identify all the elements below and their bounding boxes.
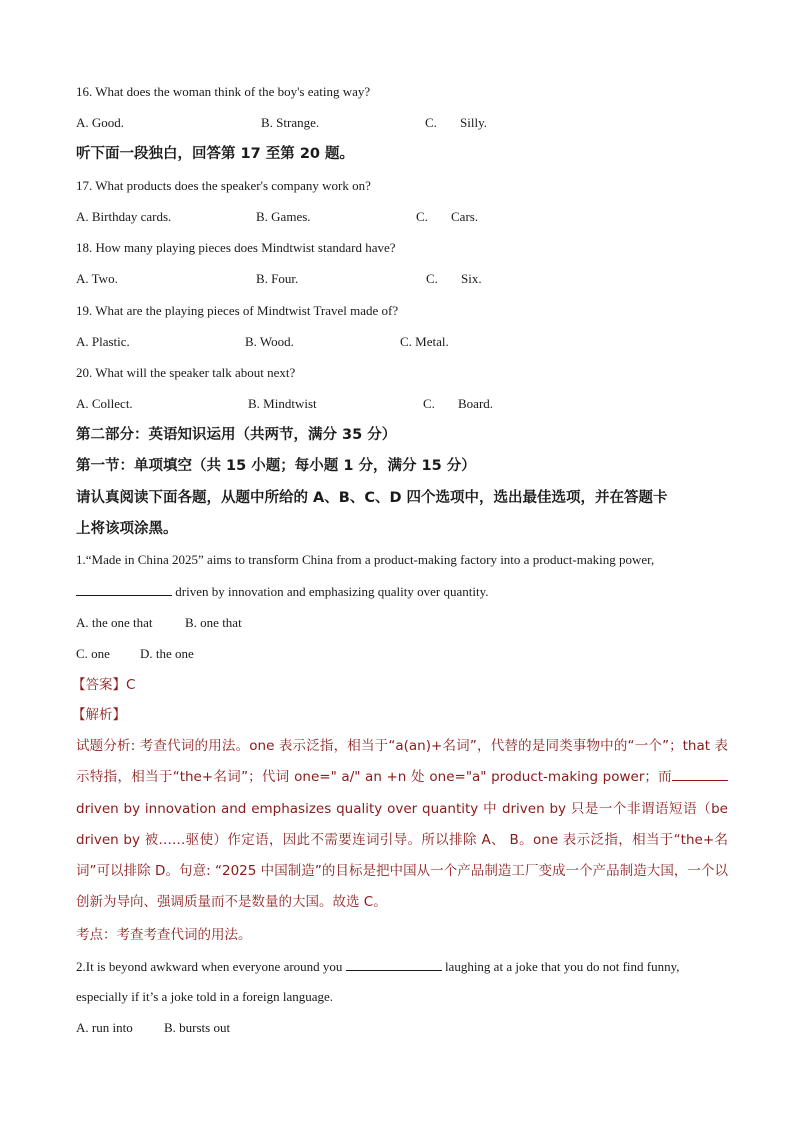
q20-option-c-letter: C. xyxy=(423,396,435,411)
answer-blank xyxy=(346,958,442,971)
q16-option-c-letter: C. xyxy=(425,115,437,130)
question-16-stem: 16. What does the woman think of the boy's eating way? xyxy=(76,84,371,99)
q19-option-b: B. Wood. xyxy=(245,334,294,349)
analysis-blank xyxy=(672,768,728,781)
question-2-stem-line-2: especially if it’s a joke told in a foreign language. xyxy=(76,989,334,1004)
q16-option-b: B. Strange. xyxy=(261,115,320,130)
question-20-stem: 20. What will the speaker talk about next? xyxy=(76,365,296,380)
q18-option-c: Six. xyxy=(461,271,482,286)
q1-option-c: C. one xyxy=(76,646,110,661)
q19-option-c: C. Metal. xyxy=(400,334,449,349)
q17-option-c-letter: C. xyxy=(416,209,428,224)
q2-option-b: B. bursts out xyxy=(164,1020,231,1035)
analysis-text-part-2: driven by innovation and emphasizes quality over quantity 中 driven by 只是一个非谓语短语（be driven by 被……驱使）作定语，因此不需要连词引导。所以排除 A、 B。one 表示泛指，相当于“the+名词”可以排除 D。句意: “2025 中国制造”的目标是把中国从一个产品制造工厂变成一个产品制造大国，一个以创新为导向、强调质量而不是数量的大国。故选 C。 xyxy=(76,800,728,911)
kaodian-note: 考点：考查考查代词的用法。 xyxy=(76,927,252,943)
q1-option-a: A. the one that xyxy=(76,615,153,630)
q18-option-c-letter: C. xyxy=(426,271,438,286)
analysis-text-part-1: 试题分析: 考查代词的用法。one 表示泛指，相当于“a(an)+名词”，代替的是同类事物中的“一个”；that 表示特指，相当于“the+名词”；代词 one=" a/" an +n 处 one="a" product-making power；而 xyxy=(76,738,728,786)
q20-option-b: B. Mindtwist xyxy=(248,396,317,411)
q1-option-d: D. the one xyxy=(140,646,194,661)
question-2-stem-part-1: 2.It is beyond awkward when everyone around you xyxy=(76,959,343,974)
question-2-stem-line-1 xyxy=(76,958,680,975)
q18-option-a: A. Two. xyxy=(76,271,118,286)
q17-option-a: A. Birthday cards. xyxy=(76,209,172,224)
q16-option-c: Silly. xyxy=(460,115,487,130)
question-2-stem-part-2: laughing at a joke that you do not find funny, xyxy=(444,959,680,974)
q18-option-b: B. Four. xyxy=(256,271,299,286)
q1-option-b: B. one that xyxy=(185,615,242,630)
q16-option-a: A. Good. xyxy=(76,115,125,130)
answer-label: 【答案】C xyxy=(72,677,136,693)
q20-option-c: Board. xyxy=(458,396,494,411)
q19-option-a: A. Plastic. xyxy=(76,334,130,349)
section1-header: 第一节：单项填空（共 15 小题；每小题 1 分，满分 15 分） xyxy=(76,458,476,474)
question-1-stem-line-2 xyxy=(76,583,489,600)
q20-option-a: A. Collect. xyxy=(76,396,133,411)
part2-header: 第二部分：英语知识运用（共两节，满分 35 分） xyxy=(76,427,397,443)
q2-option-a: A. run into xyxy=(76,1020,133,1035)
instructions-line-1: 请认真阅读下面各题，从题中所给的 A、B、C、D 四个选项中，选出最佳选项，并在答题卡 xyxy=(76,490,668,506)
q17-option-b: B. Games. xyxy=(256,209,311,224)
analysis-text xyxy=(76,731,728,919)
question-18-stem: 18. How many playing pieces does Mindtwist standard have? xyxy=(76,240,396,255)
analysis-label: 【解析】 xyxy=(72,707,126,723)
question-19-stem: 19. What are the playing pieces of Mindtwist Travel made of? xyxy=(76,303,399,318)
answer-blank xyxy=(76,583,172,596)
question-1-stem-line-1: 1.“Made in China 2025” aims to transform China from a product-making factory into a product-making power, xyxy=(76,552,655,567)
question-17-stem: 17. What products does the speaker's company work on? xyxy=(76,178,371,193)
q17-option-c: Cars. xyxy=(451,209,479,224)
monologue-header: 听下面一段独白，回答第 17 至第 20 题。 xyxy=(76,146,355,162)
question-1-stem-continuation: driven by innovation and emphasizing quality over quantity. xyxy=(175,584,489,599)
instructions-line-2: 上将该项涂黑。 xyxy=(76,521,178,537)
